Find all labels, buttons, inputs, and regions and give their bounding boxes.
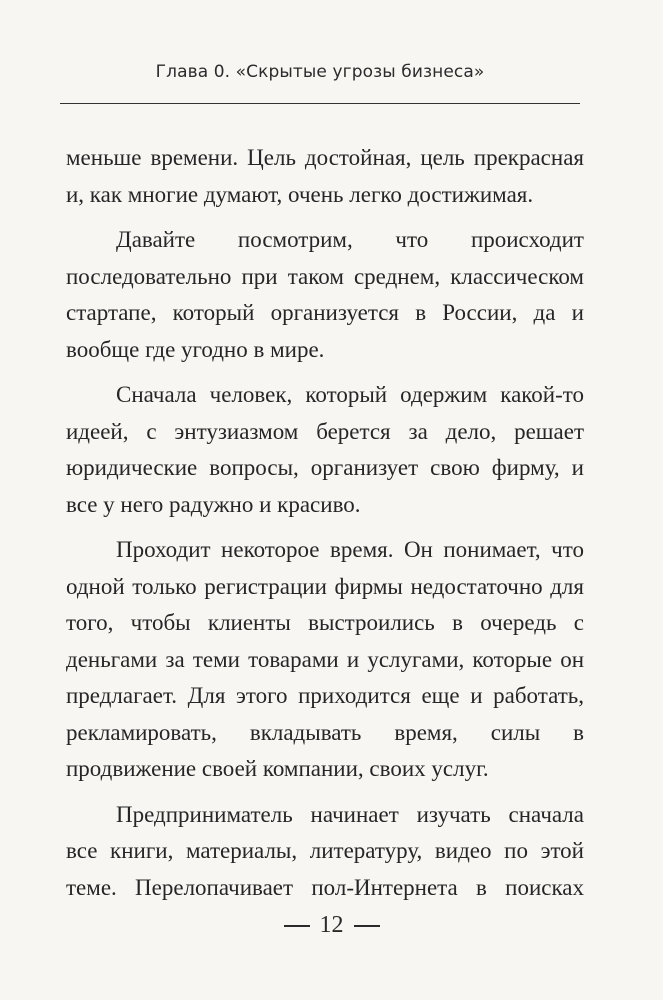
paragraph: Предприниматель начинает изучать сначала все книги, материалы, литературу, видео по этой теме. Перелопачивает пол-Интернета в поисках: [66, 801, 584, 900]
body-text: [66, 140, 584, 915]
left-dash: [284, 925, 310, 927]
page-number-value: 12: [319, 912, 344, 938]
running-head-title: Глава 0. «Скрытые угрозы бизнеса»: [155, 62, 485, 82]
paragraph: Проходит некоторое время. Он понимает, что одной только регистрации фирмы недостаточно для того, чтобы клиенты выстроились в очередь с деньгами за теми товарами и услугами, которые он предлагает. Для этого приходится еще и работать, рекламировать, вкладывать время, силы в продвижение своей компании, своих услуг.: [66, 537, 584, 781]
paragraph: Давайте посмотрим, что происходит последовательно при таком среднем, классическом стартапе, который организуется в России, да и вообще где угодно в мире.: [66, 227, 584, 362]
header-rule: [60, 103, 580, 104]
paragraph-continuation: меньше времени. Цель достойная, цель прекрасная и, как многие думают, очень легко достижимая.: [66, 145, 584, 207]
paragraph: Сначала человек, который одержим какой-то идеей, с энтузиазмом берется за дело, решает юридические вопросы, организует свою фирму, и все у него радужно и красиво.: [66, 382, 584, 517]
right-dash: [354, 925, 380, 927]
page-number: [0, 912, 663, 939]
